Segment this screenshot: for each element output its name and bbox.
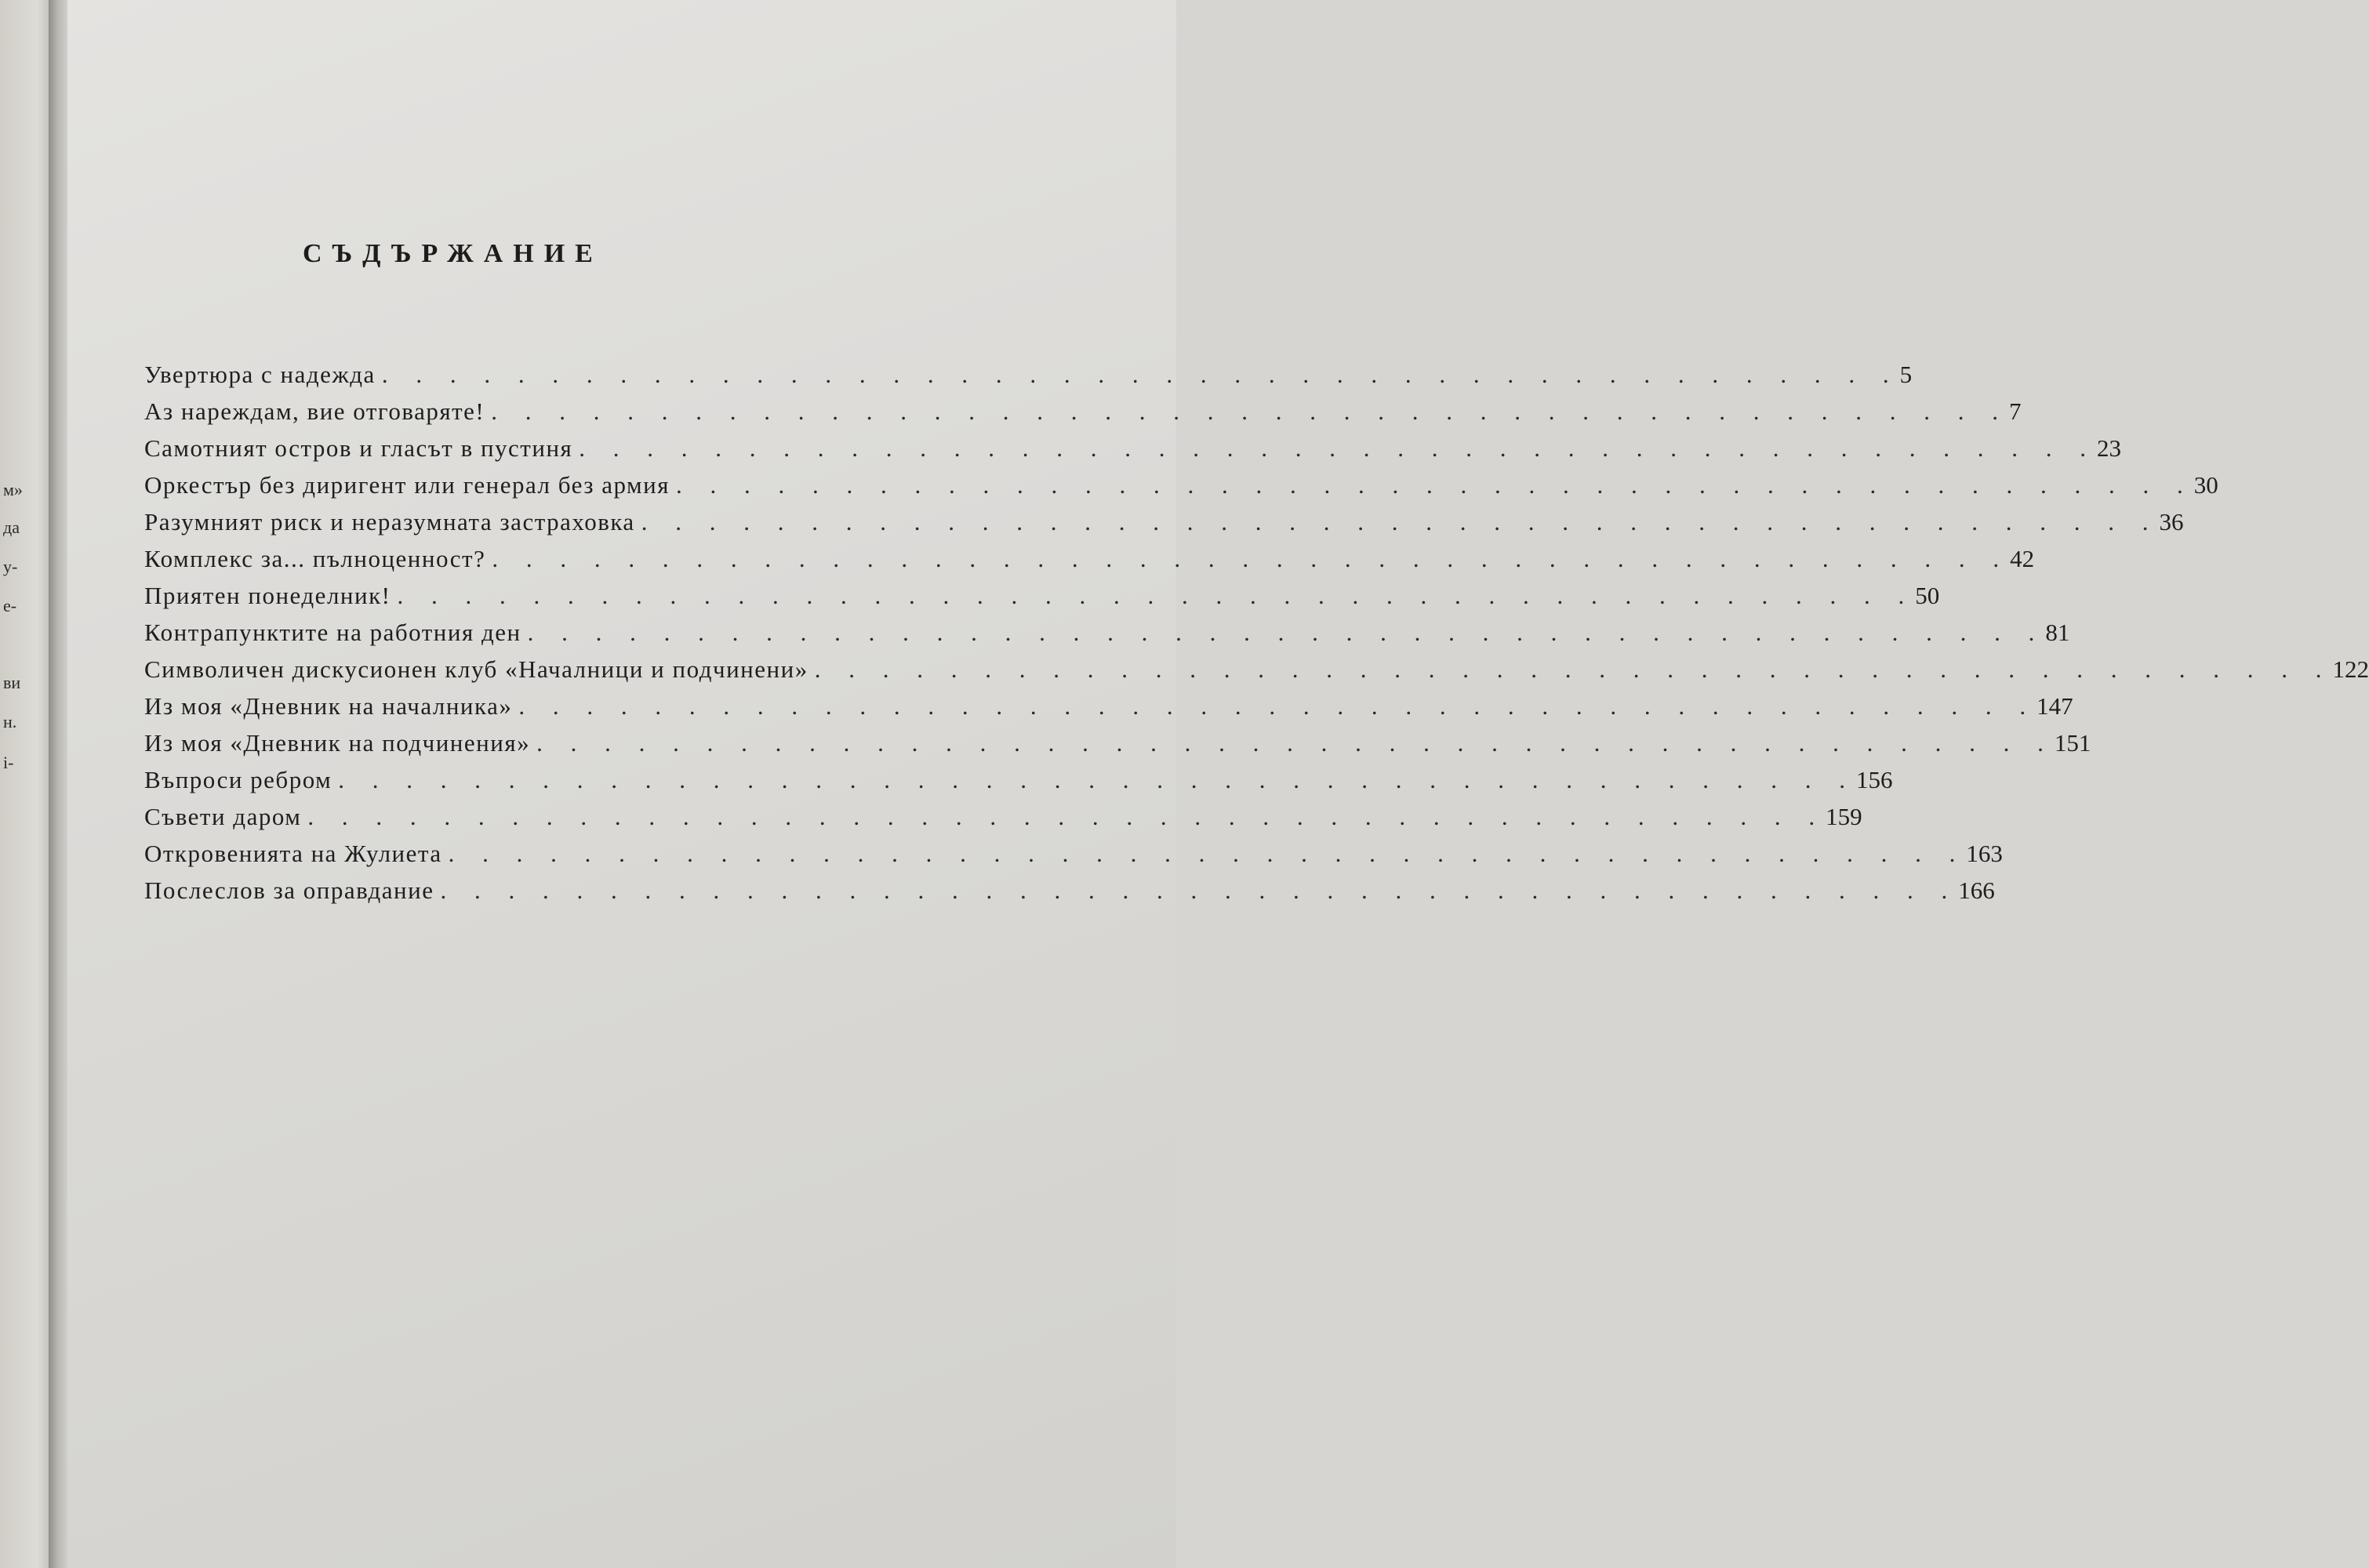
toc-dot-leader: . . . . . . . . . . . . . . . . . . . . . . . . . . . . . . . . . . . . . . . . . . . . . — [579, 434, 2098, 462]
toc-dot-leader: . . . . . . . . . . . . . . . . . . . . . . . . . . . . . . . . . . . . . . . . . . . . . — [491, 397, 2010, 425]
toc-entry — [144, 840, 2003, 877]
toc-page-number: 156 — [1855, 766, 1893, 793]
toc-entry — [144, 434, 2122, 471]
toc-entry — [144, 619, 2070, 655]
toc-entry-title: Оркестър без диригент или генерал без армия — [144, 471, 670, 499]
toc-entry-title: Контрапунктите на работния ден — [144, 619, 521, 646]
toc-page-number: 42 — [2010, 545, 2035, 572]
toc-entry — [144, 729, 2091, 766]
toc-entry — [144, 471, 2218, 508]
left-page-fragment: ви — [3, 673, 21, 692]
toc-entry-title: Самотният остров и гласът в пустиня — [144, 434, 573, 462]
toc-entry-title: Увертюра с надежда — [144, 361, 376, 388]
toc-page-number: 122 — [2332, 655, 2369, 683]
left-page-fragment: да — [3, 517, 20, 537]
toc-entry — [144, 582, 1940, 619]
left-page-fragment: у- — [3, 557, 18, 576]
left-page-fragment: е- — [3, 596, 17, 615]
table-of-contents — [144, 361, 2369, 913]
toc-entry — [144, 692, 2073, 729]
toc-page-number: 5 — [1899, 361, 1913, 388]
toc-entry-title: Разумният риск и неразумната застраховка — [144, 508, 635, 535]
left-page-fragment: н. — [3, 712, 17, 731]
toc-entry-title: Приятен понеделник! — [144, 582, 391, 609]
toc-page-number: 147 — [2037, 692, 2073, 720]
toc-entry — [144, 877, 1995, 913]
toc-page-number: 163 — [1966, 840, 2003, 867]
page-title: СЪДЪРЖАНИЕ — [303, 239, 603, 268]
left-page-fragment: і- — [3, 753, 14, 772]
toc-dot-leader: . . . . . . . . . . . . . . . . . . . . . . . . . . . . . . . . . . . . . . . . . . . . . — [527, 619, 2046, 646]
contents-page — [67, 0, 2369, 1568]
toc-entry — [144, 803, 1862, 840]
toc-entry-title: Символичен дискусионен клуб «Началници и подчинени» — [144, 655, 808, 683]
toc-page-number: 36 — [2159, 508, 2184, 535]
toc-entry-title: Въпроси ребром — [144, 766, 332, 793]
toc-page-number: 159 — [1826, 803, 1862, 830]
toc-entry-title: Аз нареждам, вие отговаряте! — [144, 397, 485, 425]
toc-page-number: 50 — [1915, 582, 1940, 609]
toc-entry — [144, 397, 2022, 434]
toc-dot-leader: . . . . . . . . . . . . . . . . . . . . . . . . . . . . . . . . . . . . . . . . . . . . . — [518, 692, 2037, 720]
toc-entry — [144, 508, 2184, 545]
toc-dot-leader: . . . . . . . . . . . . . . . . . . . . . . . . . . . . . . . . . . . . . . . . . . . . . — [492, 545, 2011, 572]
toc-entry-title: Откровенията на Жулиета — [144, 840, 442, 867]
toc-dot-leader: . . . . . . . . . . . . . . . . . . . . . . . . . . . . . . . . . . . . . . . . . . . . . — [676, 471, 2194, 499]
toc-entry — [144, 545, 2035, 582]
left-page-fragment: м» — [3, 480, 23, 499]
toc-entry-title: Из моя «Дневник на началника» — [144, 692, 513, 720]
toc-entry-title: Послеслов за оправдание — [144, 877, 434, 904]
left-facing-page — [0, 0, 53, 1568]
toc-dot-leader: . . . . . . . . . . . . . . . . . . . . . . . . . . . . . . . . . . . . . . . . . . . . . — [814, 655, 2333, 683]
toc-page-number: 7 — [2009, 397, 2022, 425]
toc-page-number: 81 — [2045, 619, 2070, 646]
toc-dot-leader: . . . . . . . . . . . . . . . . . . . . . . . . . . . . . . . . . . . . . . . . . . . . . — [381, 361, 1900, 388]
toc-dot-leader: . . . . . . . . . . . . . . . . . . . . . . . . . . . . . . . . . . . . . . . . . . . . . — [338, 766, 1856, 793]
toc-page-number: 166 — [1958, 877, 1995, 904]
toc-page-number: 23 — [2097, 434, 2122, 462]
toc-dot-leader: . . . . . . . . . . . . . . . . . . . . . . . . . . . . . . . . . . . . . . . . . . . . . — [307, 803, 1826, 830]
toc-dot-leader: . . . . . . . . . . . . . . . . . . . . . . . . . . . . . . . . . . . . . . . . . . . . . — [397, 582, 1916, 609]
toc-entry-title: Из моя «Дневник на подчинения» — [144, 729, 531, 757]
toc-entry — [144, 655, 2369, 692]
toc-dot-leader: . . . . . . . . . . . . . . . . . . . . . . . . . . . . . . . . . . . . . . . . . . . . . — [536, 729, 2055, 757]
toc-entry-title: Комплекс за... пълноценност? — [144, 545, 486, 572]
toc-page-number: 30 — [2193, 471, 2218, 499]
toc-entry — [144, 766, 1893, 803]
toc-entry-title: Съвети даром — [144, 803, 302, 830]
toc-dot-leader: . . . . . . . . . . . . . . . . . . . . . . . . . . . . . . . . . . . . . . . . . . . . . — [641, 508, 2160, 535]
book-gutter — [49, 0, 69, 1568]
toc-entry — [144, 361, 1913, 397]
toc-dot-leader: . . . . . . . . . . . . . . . . . . . . . . . . . . . . . . . . . . . . . . . . . . . . . — [440, 877, 1959, 904]
toc-dot-leader: . . . . . . . . . . . . . . . . . . . . . . . . . . . . . . . . . . . . . . . . . . . . . — [448, 840, 1967, 867]
toc-page-number: 151 — [2054, 729, 2091, 757]
